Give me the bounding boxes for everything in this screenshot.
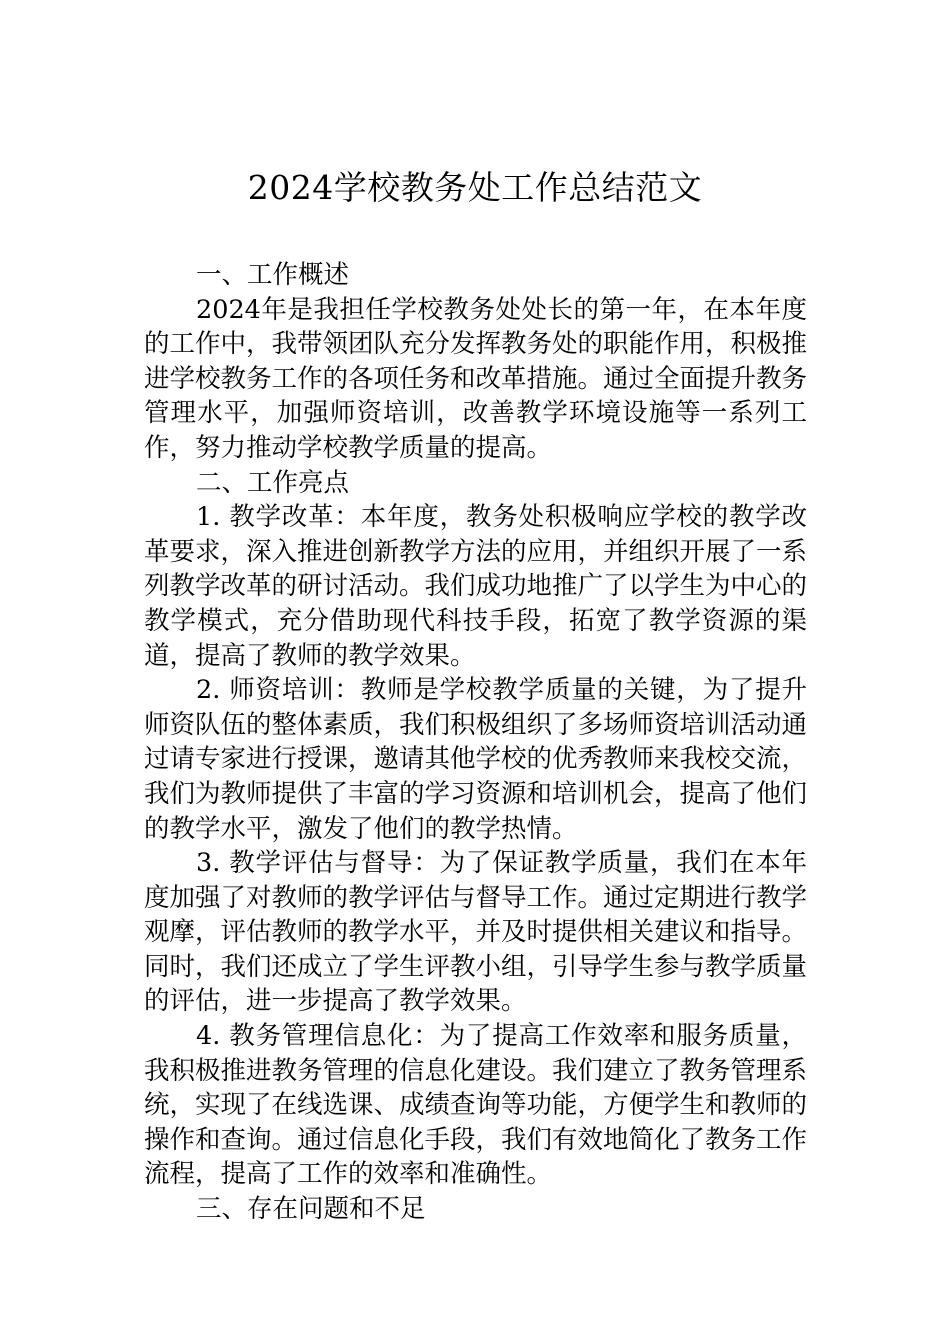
section-heading-problems: 三、存在问题和不足 xyxy=(196,1194,426,1225)
document-title: 2024学校教务处工作总结范文 xyxy=(247,168,703,207)
paragraph-informatization: 4. 教务管理信息化：为了提高工作效率和服务质量，我积极推进教务管理的信息化建设。我们建立了教务管理系统，实现了在线选课、成绩查询等功能，方便学生和教师的操作和查询。通过信息化手段，我们有效地简化了教务工作流程，提高了工作的效率和准确性。 xyxy=(144,1021,808,1190)
paragraph-teaching-evaluation: 3. 教学评估与督导：为了保证教学质量，我们在本年度加强了对教师的教学评估与督导工作。通过定期进行教学观摩，评估教师的教学水平，并及时提供相关建议和指导。同时，我们还成立了学生评教小组，引导学生参与教学质量的评估，进一步提高了教学效果。 xyxy=(144,848,808,1017)
paragraph-overview: 2024年是我担任学校教务处处长的第一年，在本年度的工作中，我带领团队充分发挥教务处的职能作用，积极推进学校教务工作的各项任务和改革措施。通过全面提升教务管理水平，加强师资培训，改善教学环境设施等一系列工作，努力推动学校教学质量的提高。 xyxy=(144,294,808,463)
section-heading-highlights: 二、工作亮点 xyxy=(196,467,350,498)
document-body xyxy=(144,258,807,1227)
section-heading-overview: 一、工作概述 xyxy=(196,260,350,290)
paragraph-teaching-reform: 1. 教学改革：本年度，教务处积极响应学校的教学改革要求，深入推进创新教学方法的应用，并组织开展了一系列教学改革的研讨活动。我们成功地推广了以学生为中心的教学模式，充分借助现代科技手段，拓宽了教学资源的渠道，提高了教师的教学效果。 xyxy=(144,502,808,671)
paragraph-teacher-training: 2. 师资培训：教师是学校教学质量的关键，为了提升师资队伍的整体素质，我们积极组织了多场师资培训活动通过请专家进行授课，邀请其他学校的优秀教师来我校交流，我们为教师提供了丰富的学习资源和培训机会，提高了他们的教学水平，激发了他们的教学热情。 xyxy=(144,675,808,844)
